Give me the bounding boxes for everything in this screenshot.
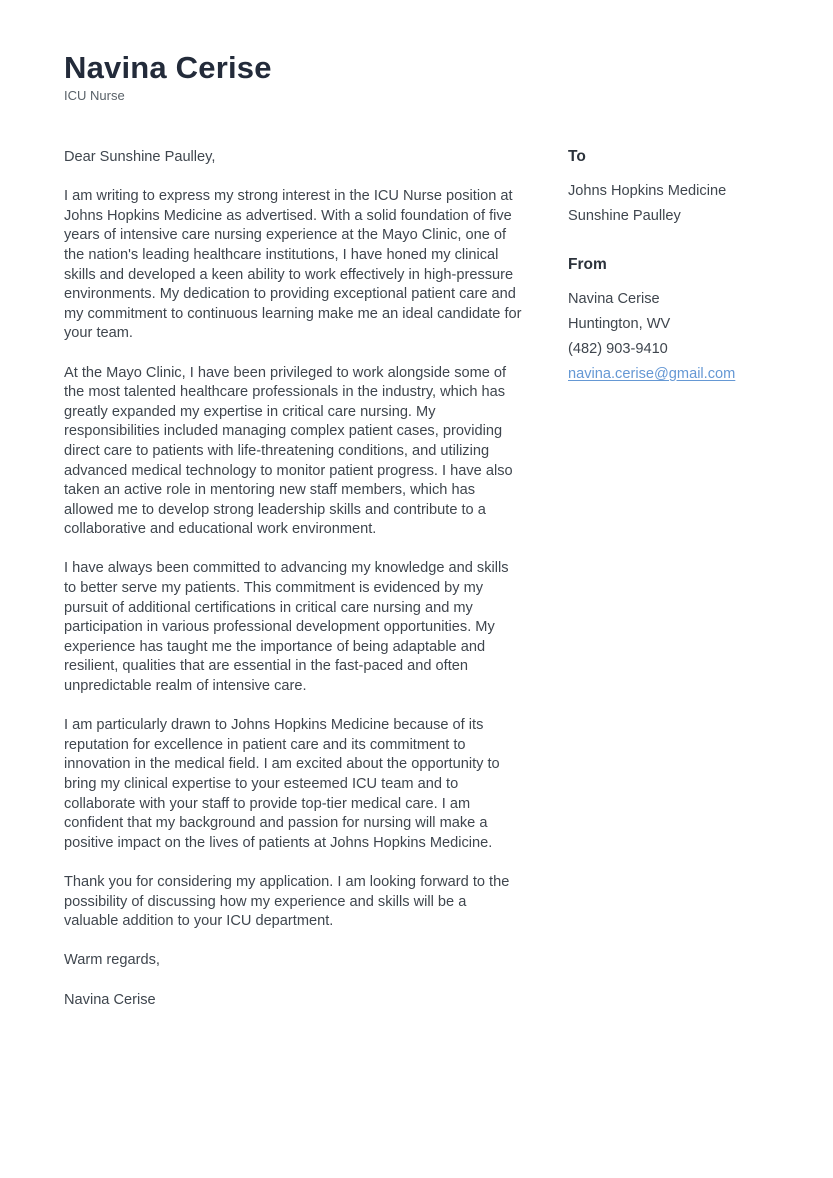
to-heading: To bbox=[568, 148, 586, 165]
letter-paragraph: I am writing to express my strong interest in the ICU Nurse position at Johns Hopkins Medicine as advertised. With a solid foundation of five years of intensive care nursing experience at the Mayo Clinic, one of the nation's leading healthcare institutions, I have honed my clinical skills and developed a keen ability to work effectively in high-pressure environments. My dedication to providing exceptional patient care and my commitment to continuous learning make me an ideal candidate for your team. bbox=[64, 188, 522, 342]
to-section bbox=[568, 148, 778, 229]
sender-email-link[interactable]: navina.cerise@gmail.com bbox=[568, 366, 736, 382]
letter-body bbox=[64, 148, 522, 1010]
letter-paragraph: I am particularly drawn to Johns Hopkins Medicine because of its reputation for excellence in patient care and its commitment to innovation in the medical field. I am excited about the opportunity to bring my clinical expertise to your esteemed ICU team and to collaborate with your staff to provide top-tier medical care. I am confident that my background and passion for nursing will make a positive impact on the lives of patients at Johns Hopkins Medicine. bbox=[64, 717, 500, 851]
sender-phone: (482) 903-9410 bbox=[568, 341, 668, 357]
applicant-job-title: ICU Nurse bbox=[64, 88, 125, 103]
letter-paragraph: At the Mayo Clinic, I have been privileged to work alongside some of the most talented healthcare professionals in the industry, which has greatly expanded my expertise in critical care nursing. My responsibilities included managing complex patient cases, providing direct care to patients with life-threatening conditions, and utilizing advanced medical technology to monitor patient progress. I have also taken an active role in mentoring new staff members, which has allowed me to develop strong leadership skills and contribute to a collaborative and educational work environment. bbox=[64, 364, 513, 538]
letter-header bbox=[64, 50, 272, 103]
sender-name: Navina Cerise bbox=[568, 291, 660, 307]
contact-sidebar bbox=[568, 148, 778, 414]
from-section bbox=[568, 256, 778, 387]
closing: Warm regards, bbox=[64, 952, 160, 969]
signature: Navina Cerise bbox=[64, 991, 156, 1008]
salutation: Dear Sunshine Paulley, bbox=[64, 149, 216, 165]
from-heading: From bbox=[568, 256, 607, 273]
applicant-name: Navina Cerise bbox=[64, 50, 272, 85]
letter-paragraph: I have always been committed to advancing my knowledge and skills to better serve my patients. This commitment is evidenced by my pursuit of additional certifications in critical care nursing and my participation in various professional development opportunities. My experience has taught me the importance of being adaptable and resilient, qualities that are essential in the fast-paced and often unpredictable realm of intensive care. bbox=[64, 560, 509, 695]
sender-location: Huntington, WV bbox=[568, 316, 671, 332]
recipient-company: Johns Hopkins Medicine bbox=[568, 183, 727, 199]
recipient-name: Sunshine Paulley bbox=[568, 208, 681, 224]
letter-paragraph: Thank you for considering my application. I am looking forward to the possibility of discussing how my experience and skills will be a valuable addition to your ICU department. bbox=[64, 873, 510, 930]
